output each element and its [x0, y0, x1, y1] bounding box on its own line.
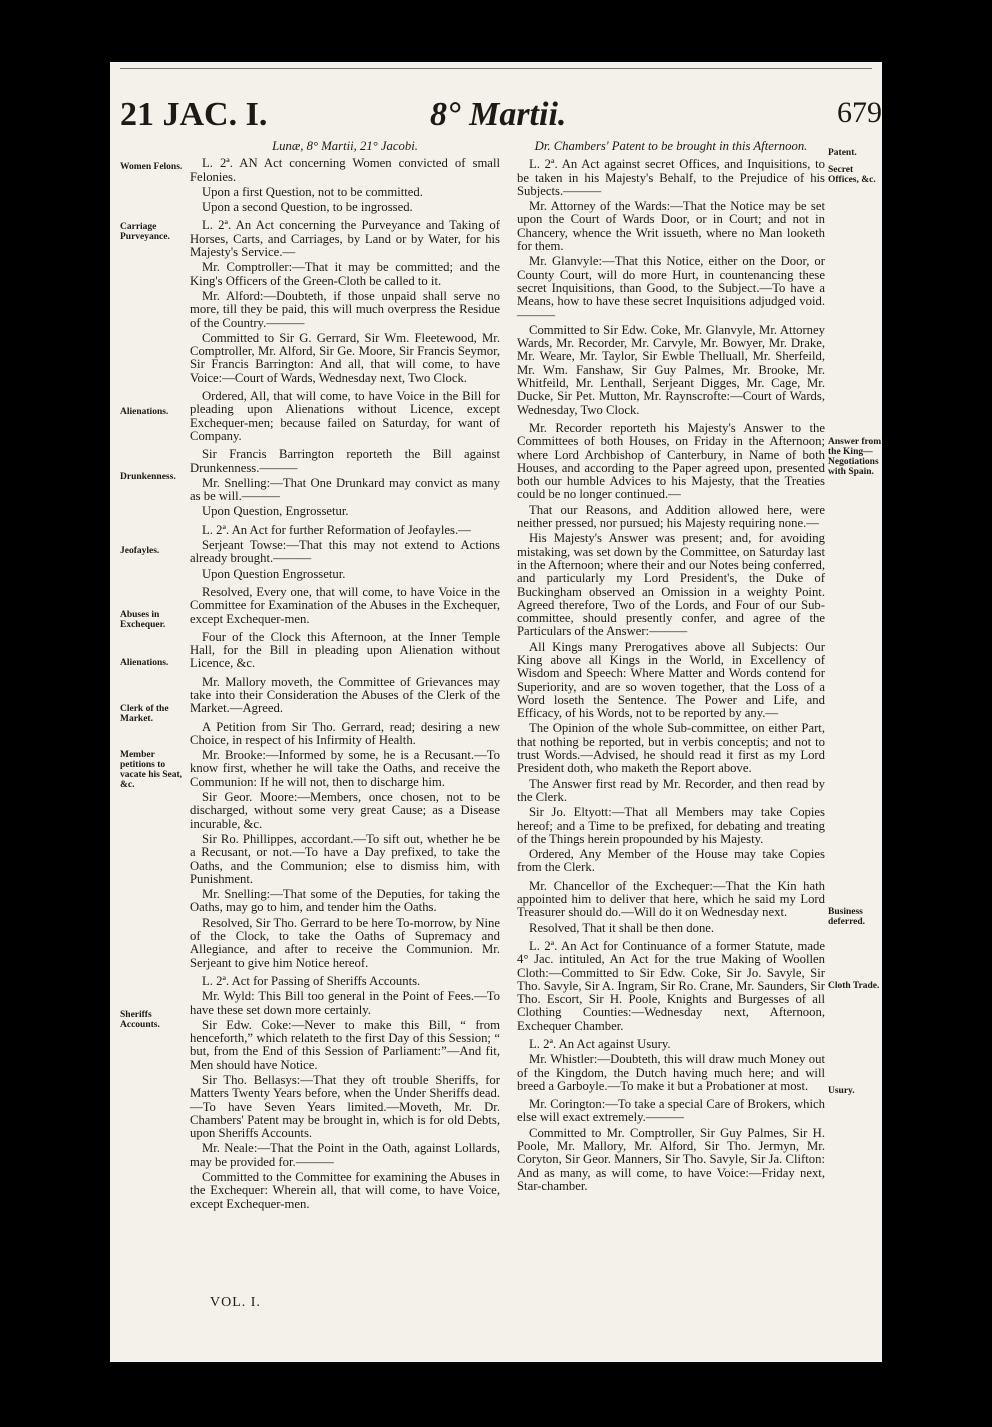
note-usury: Usury. — [828, 1086, 855, 1096]
paragraph: Four of the Clock this Afternoon, at the Inner Temple Hall, for the Bill in pleading upon Alienation without Licence, &c. — [190, 629, 500, 671]
paragraph: Resolved, Every one, that will come, to have Voice in the Committee for Examination of the Abuses in the Exchequer, except Exchequer-men. — [190, 584, 500, 626]
volume-footer: VOL. I. — [210, 1295, 261, 1310]
paragraph: Ordered, All, that will come, to have Voice in the Bill for pleading upon Alienations without Licence, except Exchequer-men; because failed on Saturday, for want of Company. — [190, 389, 500, 443]
paragraph: Resolved, That it shall be then done. — [529, 920, 715, 935]
paragraph: Mr. Snelling:—That some of the Deputies, for taking the Oaths, may go to him, and tender him the Oaths. — [190, 887, 500, 915]
note-women-felons: Women Felons. — [120, 162, 183, 172]
header-date: 8° Martii. — [430, 96, 567, 133]
paragraph: Mr. Chancellor of the Exchequer:—That the Kin hath appointed him to deliver that here, which he said my Lord Treasurer should do.—Will do it on Wednesday next. — [517, 878, 825, 920]
paragraph: Sir Jo. Eltyott:—That all Members may take Copies hereof; and a Time to be prefixed, for debating and treating of the Things herein propounded by his Majesty. — [517, 805, 825, 846]
note-member-petitions: Member petitions to vacate his Seat, &c. — [120, 750, 183, 790]
note-abuses-exchequer: Abuses in Exchequer. — [120, 610, 166, 630]
paragraph: Upon Question, Engrossetur. — [202, 504, 349, 519]
paragraph: All Kings many Prerogatives above all Subjects: Our King above all Kings in the World, in Excellency of Wisdom and Speech: Where Matter and Words contend for Superiority, and are so woven together, that the Loss of a Word loseth the Sentence. The Power and Life, and Efficacy, of his Words, not to be reported by any.— — [517, 639, 825, 721]
paragraph: L. 2ª. An Act for Continuance of a former Statute, made 4° Jac. intituled, An Act for the true Making of Woollen Cloth:—Committed to Sir Edw. Coke, Sir Jo. Savyle, Sir Tho. Savyle, Sir A. Ingram, Sir Ro. Crane, Mr. Saunders, Sir Tho. Escort, Sir H. Poole, Knights and Burgesses of all Clothing Counties:—Wednesday next, Afternoon, Exchequer Chamber. — [517, 938, 825, 1033]
paragraph: That our Reasons, and Addition allowed here, were neither pressed, nor pursued; his Majesty requiring none.— — [517, 502, 825, 531]
paragraph: Mr. Neale:—That the Point in the Oath, against Lollards, may be provided for.——— — [190, 1141, 500, 1169]
paragraph: Committed to Mr. Comptroller, Sir Guy Palmes, Sir H. Poole, Mr. Mallory, Mr. Alford, Sir Tho. Jermyn, Mr. Coryton, Sir Geor. Manners, Sir Tho. Savyle, Sir Ja. Clifton: And as many, as will come, to have Voice:—Friday next, Star-chamber. — [517, 1125, 825, 1193]
paragraph: L. 2ª. An Act for further Reformation of Jeofayles.— — [202, 522, 471, 537]
note-drunkenness: Drunkenness. — [120, 472, 176, 482]
paragraph: The Opinion of the whole Sub-committee, on either Part, that nothing be reported, but in verbis conceptis; and not to trust Words.—Advised, he should read it first as my Lord President doth, who maketh the Report above. — [517, 721, 825, 776]
right-column — [517, 140, 825, 1195]
paragraph: Sir Tho. Bellasys:—That they oft trouble Sheriffs, for Matters Twenty Years before, when the Under Sheriffs dead.—To have Seven Years limited.—Moveth, Mr. Dr. Chambers' Patent may be brought in, which is for old Debts, upon Sheriffs Accounts. — [190, 1073, 500, 1141]
paragraph: Mr. Alford:—Doubteth, if those unpaid shall serve no more, till they be paid, this will much overpress the Residue of the Country.——— — [190, 288, 500, 330]
note-clerk-market: Clerk of the Market. — [120, 704, 169, 724]
top-rule — [120, 68, 872, 69]
paragraph: Mr. Whistler:—Doubteth, this will draw much Money out of the Kingdom, the Dutch having much here; and will breed a Garboyle.—To make it but a Probationer at most. — [517, 1052, 825, 1093]
paragraph: A Petition from Sir Tho. Gerrard, read; desiring a new Choice, in respect of his Infirmity of Health. — [190, 719, 500, 747]
paragraph: Mr. Brooke:—Informed by some, he is a Recusant.—To know first, whether he will take the Oaths, and receive the Communion: If he will not, then to discharge him. — [190, 748, 500, 789]
paragraph: Resolved, Sir Tho. Gerrard to be here To-morrow, by Nine of the Clock, to take the Oaths of Supremacy and Allegiance, and after to receive the Communion. Mr. Serjeant to give him Notice hereof. — [190, 915, 500, 970]
page-number: 679 — [837, 96, 882, 129]
paragraph: L. 2ª. AN Act concerning Women convicted of small Felonies. — [190, 156, 500, 184]
note-answer-king: Answer from the King—Negotiations with Spain. — [828, 437, 882, 477]
note-patent: Patent. — [828, 148, 857, 158]
left-column — [190, 140, 500, 1213]
header-left: 21 JAC. I. — [120, 96, 268, 133]
paragraph: Mr. Recorder reporteth his Majesty's Answer to the Committees of both Houses, on Friday in the Afternoon; where Lord Archbishop of Canterbury, in Name of both Houses, and according to the Paper agreed upon, presented both our humble Advices to his Majesty, that the Treaties could be no longer continued.— — [517, 420, 825, 502]
paragraph: Mr. Corington:—To take a special Care of Brokers, which else will exact extremely.——— — [517, 1097, 825, 1125]
paragraph: Mr. Snelling:—That One Drunkard may convict as many as be will.——— — [190, 475, 500, 504]
paragraph: His Majesty's Answer was present; and, for avoiding mistaking, was set down by the Committee, on Saturday last in the Afternoon; where their and our Notes being conferred, and particularly my Lord President's, the Duke of Buckingham observed an Omission in a weighty Point. Agreed therefore, Two of the Lords, and Four of our Sub-committee, should presently confer, and agree of the Particulars of the Answer:——— — [517, 531, 825, 639]
note-alienations-2: Alienations. — [120, 658, 169, 668]
paragraph: Sir Ro. Phillippes, accordant.—To sift out, whether he be a Recusant, or not.—To have a Day prefixed, to take the Oaths, and the Communion; else to dismiss him, with Punishment. — [190, 831, 500, 886]
paragraph: Sir Edw. Coke:—Never to make this Bill, “ from henceforth,” which relateth to the first Day of this Session; “ but, from the End of this Session of Parliament:”—And fit, Men should have Notice. — [190, 1017, 500, 1072]
paragraph: Serjeant Towse:—That this may not extend to Actions already brought.——— — [190, 538, 500, 566]
note-cloth-trade: Cloth Trade. — [828, 981, 880, 991]
paragraph: Upon Question Engrossetur. — [202, 566, 346, 581]
note-secret-offices: Secret Offices, &c. — [828, 165, 876, 185]
document-page — [110, 62, 882, 1362]
paragraph: L. 2ª. An Act concerning the Purveyance and Taking of Horses, Carts, and Carriages, by Land or by Water, for his Majesty's Service.— — [190, 218, 500, 260]
note-business-deferred: Business deferred. — [828, 907, 866, 927]
note-carriage-purveyance: Carriage Purveyance. — [120, 222, 170, 242]
paragraph: Dr. Chambers' Patent to be brought in this Afternoon. — [534, 139, 808, 153]
note-sheriffs-accounts: Sheriffs Accounts. — [120, 1010, 160, 1030]
paragraph: L. 2ª. Act for Passing of Sheriffs Accounts. — [202, 973, 421, 988]
note-alienations-1: Alienations. — [120, 407, 169, 417]
paragraph: Committed to Sir G. Gerrard, Sir Wm. Fleetewood, Mr. Comptroller, Mr. Alford, Sir Ge. Moore, Sir Francis Seymor, Sir Francis Barrington: And all, that will come, to have Voice:—Court of Wards, Wednesday next, Two Clock. — [190, 330, 500, 385]
paragraph: Committed to Sir Edw. Coke, Mr. Glanvyle, Mr. Attorney Wards, Mr. Recorder, Mr. Carvyle, Mr. Bowyer, Mr. Drake, Mr. Weare, Mr. Taylor, Sir Ewble Thelluall, Mr. Sherfeild, Mr. Wm. Fanshaw, Sir Guy Palmes, Mr. Brooke, Mr. Whitfeild, Mr. Lenthall, Serjeant Digges, Mr. Cage, Mr. Ducke, Sir Pet. Mutton, Mr. Raynscrofte:—Court of Wards, Wednesday, Two Clock. — [517, 322, 825, 417]
paragraph: Mr. Mallory moveth, the Committee of Grievances may take into their Consideration the Abuses of the Clerk of the Market.—Agreed. — [190, 674, 500, 716]
paragraph: Sir Geor. Moore:—Members, once chosen, not to be discharged, without some very great Cause; as a Disease incurable, &c. — [190, 790, 500, 831]
note-jeofayles: Jeofayles. — [120, 546, 160, 556]
paragraph: Ordered, Any Member of the House may take Copies from the Clerk. — [517, 847, 825, 875]
paragraph: The Answer first read by Mr. Recorder, and then read by the Clerk. — [517, 776, 825, 804]
paragraph: Mr. Glanvyle:—That this Notice, either on the Door, or County Court, will do more Hurt, in countenancing these secret Inquisitions, than Good, to the Subject.—To have a Means, how to have these secret Inquisitions adjudged void.——— — [517, 254, 825, 322]
paragraph: Mr. Attorney of the Wards:—That the Notice may be set upon the Court of Wards Door, or in Court; and not in Chancery, whence the Writ issueth, where no Man looketh for them. — [517, 199, 825, 254]
paragraph: Sir Francis Barrington reporteth the Bill against Drunkenness.——— — [190, 447, 500, 475]
paragraph: L. 2ª. An Act against secret Offices, and Inquisitions, to be taken in his Majesty's Behalf, to the Prejudice of his Subjects.——— — [517, 157, 825, 198]
paragraph: Committed to the Committee for examining the Abuses in the Exchequer: Wherein all, that will come, to have Voice, except Exchequer-men. — [190, 1170, 500, 1211]
paragraph: L. 2ª. An Act against Usury. — [529, 1037, 671, 1051]
paragraph: Upon a second Question, to be ingrossed. — [202, 200, 413, 215]
paragraph: Mr. Wyld: This Bill too general in the Point of Fees.—To have these set down more certainly. — [190, 989, 500, 1017]
paragraph: Mr. Comptroller:—That it may be committed; and the King's Officers of the Green-Cloth be called to it. — [190, 260, 500, 288]
section-subheading: Lunæ, 8° Martii, 21° Jacobi. — [272, 139, 418, 153]
paragraph: Upon a first Question, not to be committed. — [202, 184, 423, 199]
